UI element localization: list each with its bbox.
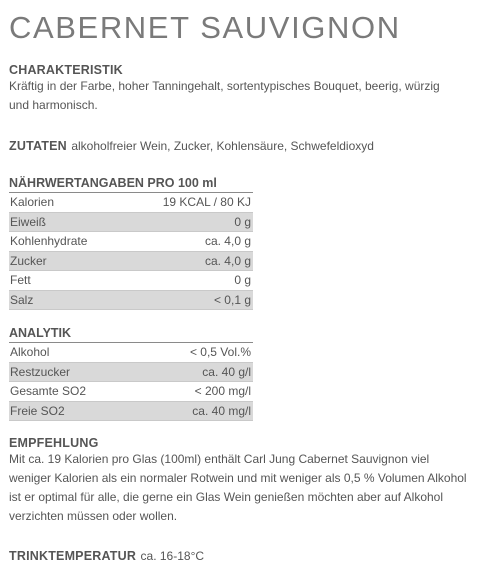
charakteristik-line-2: und harmonisch. <box>9 98 98 112</box>
table-row <box>9 252 253 272</box>
row-label: Alkohol <box>10 345 50 359</box>
row-label: Kohlenhydrate <box>10 234 88 248</box>
row-label: Fett <box>10 273 31 287</box>
row-label: Gesamte SO2 <box>10 384 87 398</box>
trinktemperatur-heading: TRINKTEMPERATUR <box>9 549 137 563</box>
row-value: 0 g <box>234 214 251 229</box>
zutaten-section <box>9 137 497 156</box>
empfehlung-line-1: Mit ca. 19 Kalorien pro Glas (100ml) enthält Carl Jung Cabernet Sauvignon viel <box>9 452 430 466</box>
charakteristik-line-1: Kräftig in der Farbe, hoher Tanningehalt, sortentypisches Bouquet, beerig, würzig <box>9 79 440 93</box>
product-title: CABERNET SAUVIGNON <box>9 10 401 45</box>
table-row <box>9 213 253 233</box>
zutaten-text: alkoholfreier Wein, Zucker, Kohlensäure, Schwefeldioxyd <box>71 139 374 153</box>
row-label: Salz <box>10 292 34 307</box>
row-label: Eiweiß <box>10 214 47 229</box>
charakteristik-heading: CHARAKTERISTIK <box>9 63 123 77</box>
row-value: < 0,5 Vol.% <box>189 345 251 359</box>
row-value: < 0,1 g <box>213 292 251 307</box>
zutaten-heading: ZUTATEN <box>9 139 67 153</box>
row-label: Zucker <box>10 253 47 268</box>
table-row <box>9 271 253 291</box>
empfehlung-section <box>9 436 497 526</box>
table-row <box>9 291 253 311</box>
empfehlung-line-3: ist er optimal für alle, die gerne ein Glas Wein genießen möchten aber auf Alkohol <box>9 490 444 504</box>
row-value: ca. 4,0 g <box>204 234 251 248</box>
trinktemperatur-section <box>9 547 497 566</box>
table-row <box>9 382 253 402</box>
table-row <box>9 193 253 213</box>
empfehlung-line-2: weniger Kalorien als ein normaler Rotwein und mit weniger als 0,5 % Volumen Alkohol <box>9 471 467 485</box>
charakteristik-section <box>9 63 497 115</box>
row-value: ca. 40 mg/l <box>192 403 251 418</box>
table-row <box>9 363 253 383</box>
empfehlung-heading: EMPFEHLUNG <box>9 436 99 450</box>
table-row <box>9 343 253 363</box>
table-row <box>9 232 253 252</box>
row-label: Restzucker <box>10 364 71 379</box>
naehrwert-heading: NÄHRWERTANGABEN PRO 100 ml <box>9 174 253 193</box>
row-value: 19 KCAL / 80 KJ <box>162 195 251 209</box>
row-value: ca. 4,0 g <box>204 253 251 268</box>
table-row <box>9 402 253 422</box>
row-value: < 200 mg/l <box>194 384 251 398</box>
row-label: Freie SO2 <box>10 403 65 418</box>
row-value: 0 g <box>234 273 251 287</box>
row-label: Kalorien <box>10 195 55 209</box>
row-value: ca. 40 g/l <box>202 364 251 379</box>
analytik-heading: ANALYTIK <box>9 324 253 343</box>
analytik-table <box>9 324 253 421</box>
trinktemperatur-value: ca. 16-18°C <box>140 549 205 563</box>
naehrwert-table <box>9 174 253 310</box>
empfehlung-line-4: verzichten müssen oder wollen. <box>9 509 178 523</box>
